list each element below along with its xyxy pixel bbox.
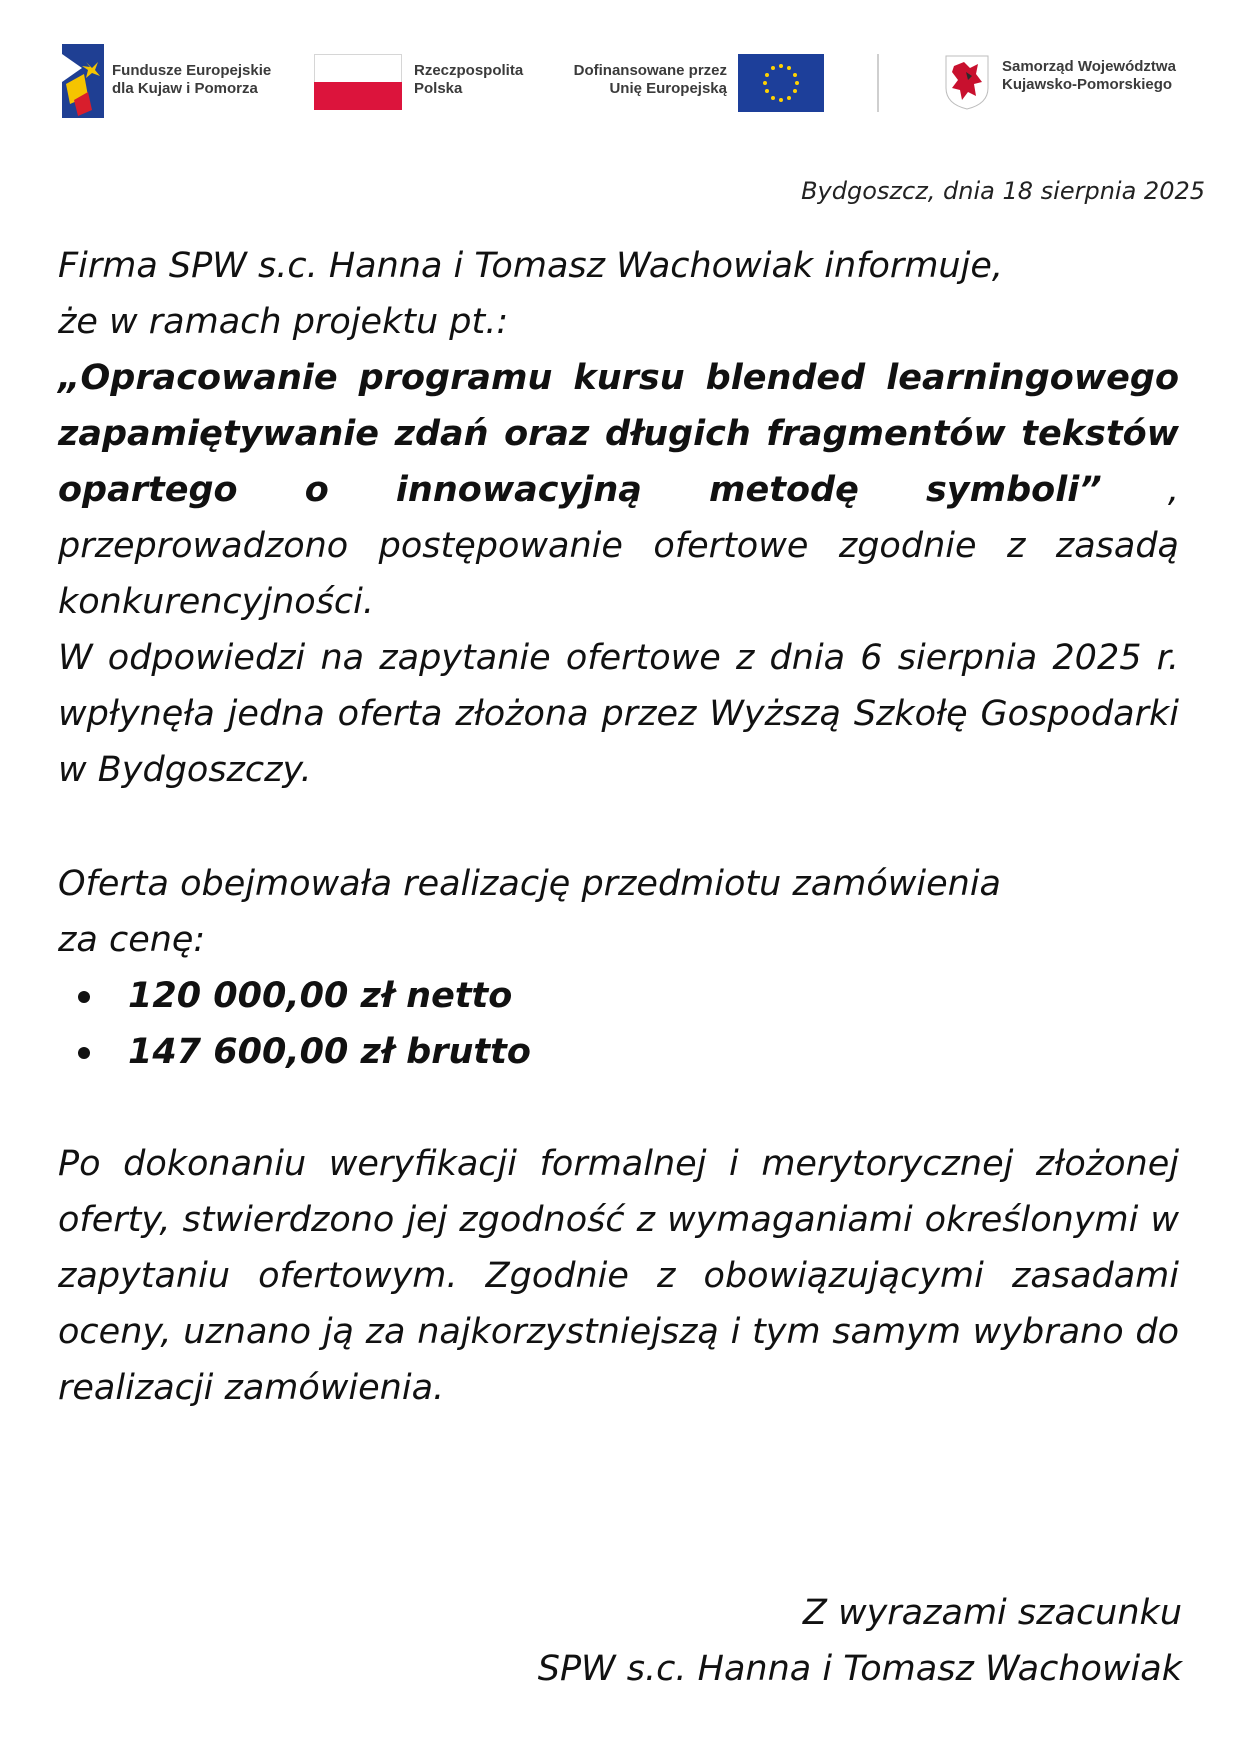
- griffin-coat-of-arms-icon: [944, 54, 990, 110]
- price-gross-text: 147 600,00 zł brutto: [128, 1032, 531, 1072]
- intro-line-1: Firma SPW s.c. Hanna i Tomasz Wachowiak informuje,: [58, 246, 1003, 286]
- sw-line1: Samorząd Województwa: [1002, 58, 1176, 75]
- price-gross: [58, 1024, 1179, 1080]
- closing: [538, 1585, 1182, 1697]
- document-date: Bydgoszcz, dnia 18 sierpnia 2025: [801, 177, 1205, 205]
- project-after-title: , przeprowadzono postępowanie ofertowe zgodnie z zasadą konkurencyjności.: [58, 470, 1179, 622]
- logo-divider: [877, 54, 879, 112]
- offer-section: [58, 856, 1179, 1080]
- rp-line1: Rzeczpospolita: [414, 62, 524, 79]
- response-paragraph: W odpowiedzi na zapytanie ofertowe z dnia 6 sierpnia 2025 r. wpłynęła jedna oferta złożona przez Wyższą Szkołę Gospodarki w Bydgoszczy.: [58, 638, 1179, 790]
- rp-line2: Polska: [414, 80, 463, 97]
- intro: [58, 238, 1179, 798]
- sw-line2: Kujawsko-Pomorskiego: [1002, 76, 1173, 93]
- eu-flag-icon: [738, 54, 824, 112]
- price-list: [58, 968, 1179, 1080]
- fe-line1: Fundusze Europejskie: [112, 62, 272, 79]
- offer-line-1: Oferta obejmowała realizację przedmiotu zamówienia: [58, 864, 1002, 904]
- intro-line-2: że w ramach projektu pt.:: [58, 302, 509, 342]
- polish-flag-icon: [314, 54, 402, 110]
- fe-emblem-icon: [62, 44, 104, 118]
- offer-line-2: za cenę:: [58, 920, 206, 960]
- closing-line-1: Z wyrazami szacunku: [802, 1593, 1182, 1633]
- conclusion-paragraph: Po dokonaniu weryfikacji formalnej i merytorycznej złożonej oferty, stwierdzono jej zgodność z wymaganiami określonymi w zapytaniu ofertowym. Zgodnie z obowiązującymi zasadami oceny, uznano ją za najkorzystniejszą i tym samym wybrano do realizacji zamówienia.: [58, 1144, 1179, 1408]
- bullet-icon: [78, 991, 90, 1003]
- bullet-icon: [78, 1047, 90, 1059]
- price-net: [58, 968, 1179, 1024]
- closing-signature: SPW s.c. Hanna i Tomasz Wachowiak: [537, 1649, 1182, 1689]
- price-net-text: 120 000,00 zł netto: [128, 976, 513, 1016]
- project-title: „Opracowanie programu kursu blended learningowego zapamiętywanie zdań oraz długich fragmentów tekstów opartego o innowacyjną metodę symboli”: [58, 358, 1179, 510]
- logo-strip: [0, 0, 1240, 130]
- eu-line2: Unię Europejską: [609, 80, 727, 97]
- fe-line2: dla Kujaw i Pomorza: [112, 80, 258, 97]
- project-paragraph: [58, 350, 1179, 630]
- eu-line1: Dofinansowane przez: [573, 62, 727, 79]
